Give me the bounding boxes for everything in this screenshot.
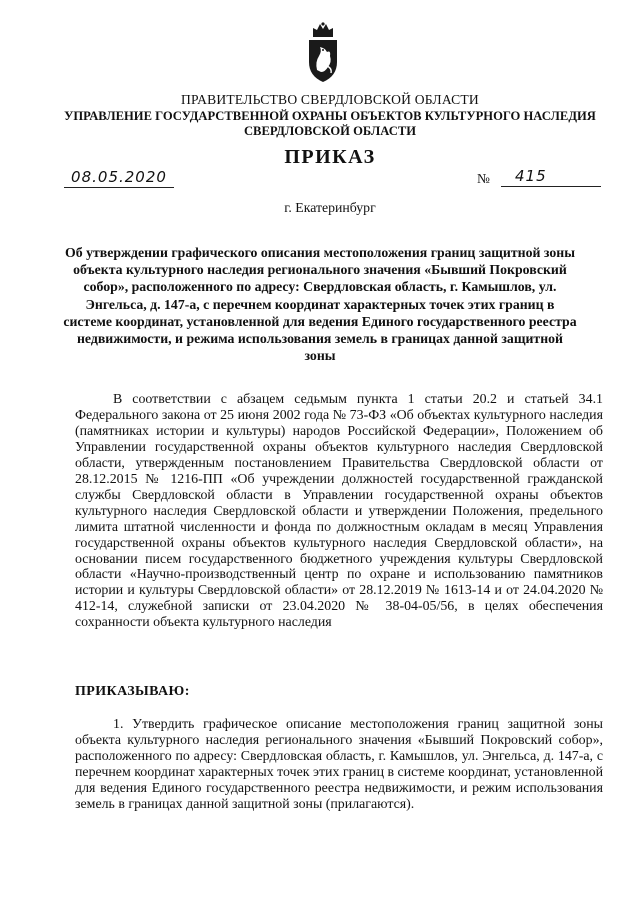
city: г. Екатеринбург [284, 200, 376, 215]
order-word: ПРИКАЗЫВАЮ: [75, 684, 190, 699]
government-name: ПРАВИТЕЛЬСТВО СВЕРДЛОВСКОЙ ОБЛАСТИ [181, 92, 479, 107]
preamble-paragraph: В соответствии с абзацем седьмым пункта 1 статьи 20.2 и статьей 34.1 Федерального закона от 25 июня 2002 года № 73-ФЗ «Об объектах культурного наследия (памятниках истории и культуры) народов Российской Федерации», Положением об Управлении государственной охраны объектов культурного наследия Свердловской области, утвержденным постановлением Правительства Свердловской области от 28.12.2015 № 1216-ПП «Об учреждении должностей государственной гражданской службы Свердловской области в Управлении государственной охраны объектов культурного наследия Свердловской области и утверждении Положения, предельного лимита штатной численности и фонда по должностным окладам в месяц Управления государственной охраны объектов культурного наследия Свердловской области», на основании писем государственного бюджетного учреждения культуры Свердловской области «Научно-производственный центр по охране и использованию памятников истории и культуры Свердловской области» от 28.12.2019 № 1613-14 и от 24.04.2020 № 412-14, служебной записки от 23.04.2020 № 38-04-05/56, в целях обеспечения сохранности объекта культурного наследия [75, 392, 603, 631]
department-name: УПРАВЛЕНИЕ ГОСУДАРСТВЕННОЙ ОХРАНЫ ОБЪЕКТОВ КУЛЬТУРНОГО НАСЛЕДИЯ СВЕРДЛОВСКОЙ ОБЛАСТИ [64, 109, 596, 138]
coat-of-arms-icon [305, 20, 341, 86]
order-number: 415 [501, 167, 601, 187]
number-label: № [477, 171, 490, 186]
document-title: Об утверждении графического описания местоположения границ защитной зоны объекта культурного наследия регионального значения «Бывший Покровский собор», расположенного по адресу: Свердловская область, г. Камышлов, ул. Энгельса, д. 147-а, с перечнем координат характерных точек этих границ в системе координат, установленной для ведения Единого государственного реестра недвижимости, и режима использования земель в границах данной защитной зоны [63, 245, 577, 364]
order-number-block [477, 167, 601, 187]
document-type: ПРИКАЗ [284, 146, 376, 168]
order-date: 08.05.2020 [64, 167, 174, 188]
order-item-1: 1. Утвердить графическое описание местоположения границ защитной зоны объекта культурного наследия регионального значения «Бывший Покровский собор», расположенного по адресу: Свердловская область, г. Камышлов, ул. Энгельса, д. 147-а, с перечнем координат характерных точек этих границ в системе координат, установленной для ведения Единого государственного реестра недвижимости, и режим использования земель в границах данной защитной зоны (прилагаются). [75, 717, 603, 812]
